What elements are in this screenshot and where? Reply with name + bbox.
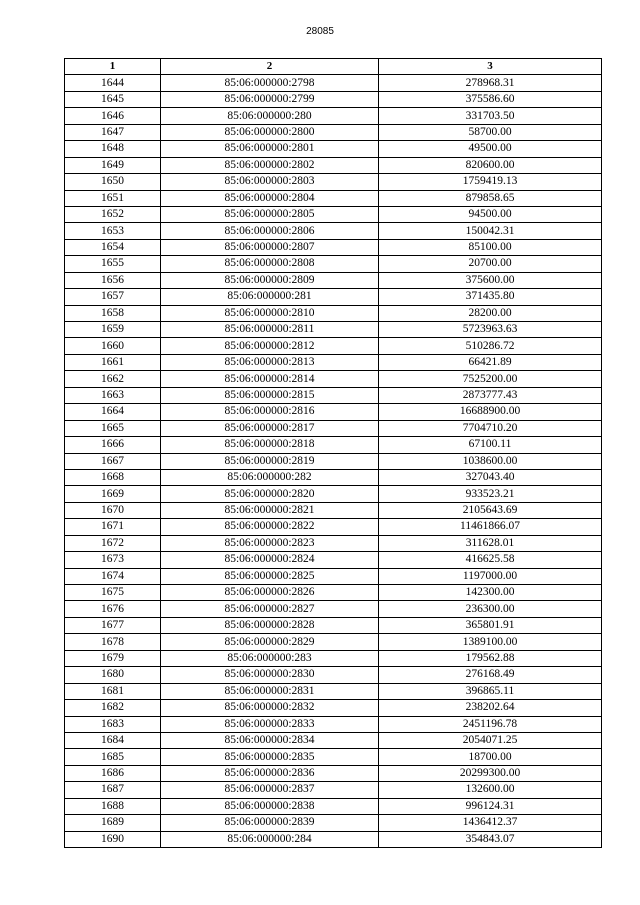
cadastral-number-cell: 85:06:000000:2825 [161,568,379,584]
row-number-cell: 1663 [65,387,161,403]
table-row [65,601,602,617]
cadastral-number-cell: 85:06:000000:2839 [161,815,379,831]
row-number-cell: 1660 [65,338,161,354]
row-number-cell: 1644 [65,75,161,91]
cadastral-number-cell: 85:06:000000:2834 [161,732,379,748]
table-row [65,174,602,190]
value-cell: 18700.00 [379,749,602,765]
table-row [65,585,602,601]
cadastral-number-cell: 85:06:000000:2824 [161,552,379,568]
table-row [65,157,602,173]
cadastral-number-cell: 85:06:000000:2809 [161,272,379,288]
cadastral-number-cell: 85:06:000000:2816 [161,404,379,420]
row-number-cell: 1649 [65,157,161,173]
cadastral-number-cell: 85:06:000000:2823 [161,535,379,551]
table-row [65,322,602,338]
header-row [65,59,602,75]
row-number-cell: 1647 [65,124,161,140]
value-cell: 49500.00 [379,141,602,157]
column-header-3: 3 [379,59,602,75]
value-cell: 1197000.00 [379,568,602,584]
value-cell: 2054071.25 [379,732,602,748]
cadastral-number-cell: 85:06:000000:2835 [161,749,379,765]
value-cell: 28200.00 [379,305,602,321]
row-number-cell: 1677 [65,617,161,633]
cadastral-number-cell: 85:06:000000:2818 [161,437,379,453]
row-number-cell: 1682 [65,700,161,716]
cadastral-number-cell: 85:06:000000:2822 [161,519,379,535]
row-number-cell: 1673 [65,552,161,568]
table-row [65,437,602,453]
cadastral-number-cell: 85:06:000000:281 [161,289,379,305]
row-number-cell: 1670 [65,502,161,518]
value-cell: 375586.60 [379,91,602,107]
value-cell: 1436412.37 [379,815,602,831]
table-row [65,782,602,798]
column-header-1: 1 [65,59,161,75]
value-cell: 2451196.78 [379,716,602,732]
row-number-cell: 1657 [65,289,161,305]
value-cell: 416625.58 [379,552,602,568]
data-table [64,58,602,848]
value-cell: 7704710.20 [379,420,602,436]
row-number-cell: 1684 [65,732,161,748]
row-number-cell: 1668 [65,469,161,485]
value-cell: 94500.00 [379,206,602,222]
table-row [65,223,602,239]
table-row [65,568,602,584]
value-cell: 879858.65 [379,190,602,206]
value-cell: 20299300.00 [379,765,602,781]
row-number-cell: 1680 [65,667,161,683]
table-row [65,387,602,403]
row-number-cell: 1665 [65,420,161,436]
value-cell: 1759419.13 [379,174,602,190]
table-row [65,831,602,847]
value-cell: 311628.01 [379,535,602,551]
cadastral-number-cell: 85:06:000000:2802 [161,157,379,173]
cadastral-number-cell: 85:06:000000:2806 [161,223,379,239]
row-number-cell: 1685 [65,749,161,765]
table-row [65,765,602,781]
cadastral-number-cell: 85:06:000000:2830 [161,667,379,683]
row-number-cell: 1648 [65,141,161,157]
row-number-cell: 1667 [65,453,161,469]
table-row [65,617,602,633]
row-number-cell: 1681 [65,683,161,699]
table-row [65,272,602,288]
row-number-cell: 1690 [65,831,161,847]
cadastral-number-cell: 85:06:000000:2813 [161,354,379,370]
value-cell: 396865.11 [379,683,602,699]
row-number-cell: 1646 [65,108,161,124]
row-number-cell: 1686 [65,765,161,781]
value-cell: 142300.00 [379,585,602,601]
value-cell: 375600.00 [379,272,602,288]
table-row [65,108,602,124]
table-row [65,716,602,732]
row-number-cell: 1651 [65,190,161,206]
value-cell: 67100.11 [379,437,602,453]
table-row [65,469,602,485]
row-number-cell: 1688 [65,798,161,814]
table-row [65,634,602,650]
column-header-2: 2 [161,59,379,75]
value-cell: 66421.89 [379,354,602,370]
cadastral-number-cell: 85:06:000000:2807 [161,239,379,255]
row-number-cell: 1664 [65,404,161,420]
cadastral-number-cell: 85:06:000000:284 [161,831,379,847]
cadastral-number-cell: 85:06:000000:2814 [161,371,379,387]
cadastral-number-cell: 85:06:000000:2803 [161,174,379,190]
value-cell: 2873777.43 [379,387,602,403]
cadastral-number-cell: 85:06:000000:2838 [161,798,379,814]
cadastral-number-cell: 85:06:000000:2826 [161,585,379,601]
value-cell: 7525200.00 [379,371,602,387]
row-number-cell: 1676 [65,601,161,617]
cadastral-number-cell: 85:06:000000:2798 [161,75,379,91]
row-number-cell: 1683 [65,716,161,732]
table-row [65,141,602,157]
cadastral-number-cell: 85:06:000000:2827 [161,601,379,617]
cadastral-number-cell: 85:06:000000:2836 [161,765,379,781]
table-row [65,815,602,831]
row-number-cell: 1656 [65,272,161,288]
value-cell: 58700.00 [379,124,602,140]
value-cell: 238202.64 [379,700,602,716]
table-row [65,305,602,321]
value-cell: 236300.00 [379,601,602,617]
table-row [65,190,602,206]
cadastral-number-cell: 85:06:000000:282 [161,469,379,485]
cadastral-number-cell: 85:06:000000:2799 [161,91,379,107]
table-row [65,289,602,305]
row-number-cell: 1658 [65,305,161,321]
table-row [65,732,602,748]
table-row [65,420,602,436]
table-row [65,535,602,551]
table-row [65,371,602,387]
table-row [65,91,602,107]
value-cell: 5723963.63 [379,322,602,338]
table-row [65,124,602,140]
value-cell: 1389100.00 [379,634,602,650]
table-header [65,59,602,75]
row-number-cell: 1687 [65,782,161,798]
cadastral-number-cell: 85:06:000000:2800 [161,124,379,140]
row-number-cell: 1653 [65,223,161,239]
cadastral-number-cell: 85:06:000000:2810 [161,305,379,321]
row-number-cell: 1672 [65,535,161,551]
row-number-cell: 1662 [65,371,161,387]
row-number-cell: 1661 [65,354,161,370]
value-cell: 179562.88 [379,650,602,666]
value-cell: 510286.72 [379,338,602,354]
table-row [65,486,602,502]
cadastral-number-cell: 85:06:000000:2820 [161,486,379,502]
value-cell: 16688900.00 [379,404,602,420]
table-row [65,749,602,765]
table-row [65,404,602,420]
table-row [65,338,602,354]
row-number-cell: 1671 [65,519,161,535]
cadastral-number-cell: 85:06:000000:2801 [161,141,379,157]
cadastral-number-cell: 85:06:000000:2812 [161,338,379,354]
cadastral-number-cell: 85:06:000000:2832 [161,700,379,716]
cadastral-number-cell: 85:06:000000:2817 [161,420,379,436]
table-row [65,502,602,518]
table-row [65,683,602,699]
cadastral-number-cell: 85:06:000000:2804 [161,190,379,206]
table-row [65,650,602,666]
cadastral-number-cell: 85:06:000000:283 [161,650,379,666]
row-number-cell: 1678 [65,634,161,650]
row-number-cell: 1659 [65,322,161,338]
row-number-cell: 1650 [65,174,161,190]
table-row [65,354,602,370]
table-row [65,552,602,568]
table-row [65,239,602,255]
table-row [65,453,602,469]
value-cell: 276168.49 [379,667,602,683]
value-cell: 331703.50 [379,108,602,124]
row-number-cell: 1679 [65,650,161,666]
table-row [65,700,602,716]
cadastral-number-cell: 85:06:000000:2811 [161,322,379,338]
cadastral-number-cell: 85:06:000000:2821 [161,502,379,518]
table-row [65,667,602,683]
value-cell: 996124.31 [379,798,602,814]
value-cell: 11461866.07 [379,519,602,535]
row-number-cell: 1655 [65,256,161,272]
row-number-cell: 1654 [65,239,161,255]
value-cell: 85100.00 [379,239,602,255]
cadastral-number-cell: 85:06:000000:2837 [161,782,379,798]
row-number-cell: 1652 [65,206,161,222]
table-row [65,206,602,222]
table-row [65,519,602,535]
cadastral-number-cell: 85:06:000000:2831 [161,683,379,699]
cadastral-number-cell: 85:06:000000:2829 [161,634,379,650]
value-cell: 132600.00 [379,782,602,798]
value-cell: 2105643.69 [379,502,602,518]
table-body [65,75,602,848]
value-cell: 365801.91 [379,617,602,633]
cadastral-number-cell: 85:06:000000:2805 [161,206,379,222]
value-cell: 933523.21 [379,486,602,502]
value-cell: 1038600.00 [379,453,602,469]
value-cell: 371435.80 [379,289,602,305]
table-row [65,256,602,272]
value-cell: 150042.31 [379,223,602,239]
cadastral-number-cell: 85:06:000000:2808 [161,256,379,272]
cadastral-number-cell: 85:06:000000:2819 [161,453,379,469]
cadastral-number-cell: 85:06:000000:280 [161,108,379,124]
value-cell: 278968.31 [379,75,602,91]
cadastral-number-cell: 85:06:000000:2815 [161,387,379,403]
row-number-cell: 1666 [65,437,161,453]
cadastral-number-cell: 85:06:000000:2833 [161,716,379,732]
row-number-cell: 1675 [65,585,161,601]
value-cell: 820600.00 [379,157,602,173]
cadastral-number-cell: 85:06:000000:2828 [161,617,379,633]
row-number-cell: 1689 [65,815,161,831]
row-number-cell: 1669 [65,486,161,502]
row-number-cell: 1674 [65,568,161,584]
page-number: 28085 [306,26,334,37]
value-cell: 327043.40 [379,469,602,485]
value-cell: 354843.07 [379,831,602,847]
table-row [65,798,602,814]
row-number-cell: 1645 [65,91,161,107]
table-row [65,75,602,91]
value-cell: 20700.00 [379,256,602,272]
